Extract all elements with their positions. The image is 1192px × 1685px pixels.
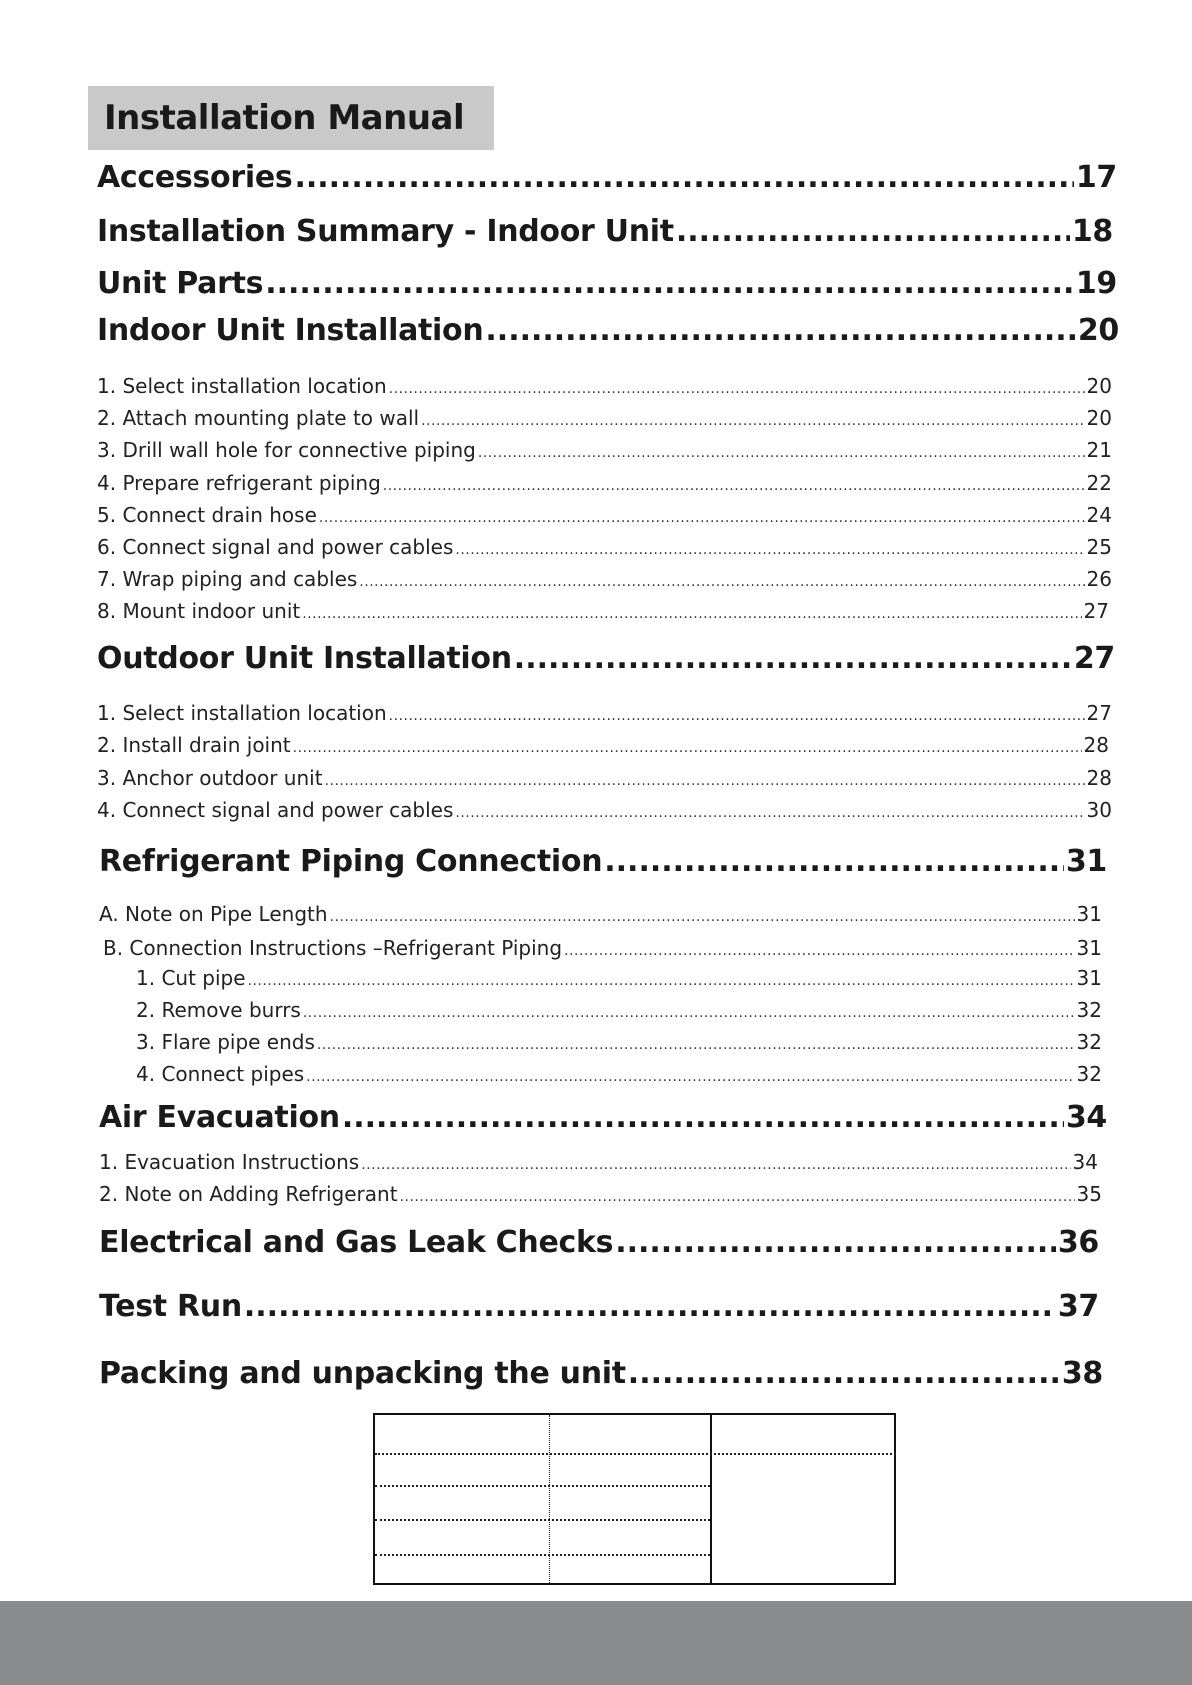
toc-entry-flare-pipe-ends[interactable] [136,1030,1102,1054]
grid-row-line [375,1554,710,1556]
toc-label: Electrical and Gas Leak Checks [99,1225,614,1260]
toc-page: 25 [1086,535,1112,559]
toc-label: Packing and unpacking the unit [99,1356,626,1391]
toc-page: 34 [1065,1100,1107,1135]
toc-label: 1. Select installation location [97,374,387,398]
toc-leader [306,1069,1074,1085]
toc-leader [389,381,1085,397]
toc-leader [628,1356,1060,1391]
toc-entry-indoor-unit-installation[interactable] [97,313,1119,348]
toc-entry-remove-burrs[interactable] [136,998,1102,1022]
toc-page: 21 [1086,438,1112,462]
toc-page: 38 [1061,1356,1103,1391]
toc-entry-adding-refrigerant[interactable] [99,1182,1102,1206]
toc-entry-installation-summary[interactable] [97,214,1113,249]
toc-page: 28 [1083,733,1109,757]
toc-page: 27 [1083,599,1109,623]
toc-label: 4. Prepare refrigerant piping [97,471,381,495]
toc-page: 34 [1072,1150,1098,1174]
toc-entry-connection-instructions[interactable] [103,936,1102,960]
footer-bar [0,1601,1192,1685]
toc-page: 32 [1076,1030,1102,1054]
toc-leader [303,1005,1075,1021]
toc-label: 4. Connect pipes [136,1062,305,1086]
toc-leader [400,1189,1075,1205]
toc-page: 30 [1086,798,1112,822]
section-header [88,86,494,150]
toc-page: 19 [1075,266,1117,301]
toc-entry-indoor-2[interactable] [97,406,1112,430]
grid-divider [549,1415,550,1583]
toc-label: Accessories [97,160,293,195]
toc-entry-air-evacuation[interactable] [99,1100,1107,1135]
toc-label: Air Evacuation [99,1100,340,1135]
toc-leader [359,574,1084,590]
grid-row-line [375,1453,896,1455]
toc-label: Installation Summary - Indoor Unit [97,214,674,249]
toc-page: 20 [1086,406,1112,430]
toc-label: 2. Note on Adding Refrigerant [99,1182,398,1206]
toc-leader [604,844,1064,879]
toc-entry-accessories[interactable] [97,160,1117,195]
toc-leader [478,445,1085,461]
toc-leader [293,740,1082,756]
toc-leader [265,266,1074,301]
toc-entry-pipe-length[interactable] [99,902,1102,926]
toc-label: A. Note on Pipe Length [99,902,328,926]
toc-leader [615,1225,1056,1260]
toc-entry-test-run[interactable] [99,1289,1099,1324]
toc-entry-unit-parts[interactable] [97,266,1117,301]
toc-label: Refrigerant Piping Connection [99,844,603,879]
toc-page: 20 [1086,374,1112,398]
toc-label: 3. Anchor outdoor unit [97,766,323,790]
header-title: Installation Manual [104,98,465,138]
toc-entry-electrical-gas-leak[interactable] [99,1225,1099,1260]
grid-divider [710,1415,712,1583]
toc-entry-indoor-3[interactable] [97,438,1112,462]
toc-label: 1. Select installation location [97,701,387,725]
toc-page: 31 [1076,936,1102,960]
toc-entry-indoor-1[interactable] [97,374,1112,398]
toc-page: 20 [1077,313,1119,348]
toc-leader [317,1037,1075,1053]
toc-entry-connect-pipes[interactable] [136,1062,1102,1086]
toc-page: 31 [1065,844,1107,879]
toc-label: 3. Drill wall hole for connective piping [97,438,476,462]
grid-row-line [375,1519,710,1521]
toc-page: 37 [1057,1289,1099,1324]
toc-page: 36 [1057,1225,1099,1260]
toc-leader [383,478,1085,494]
toc-page: 32 [1076,998,1102,1022]
toc-entry-outdoor-4[interactable] [97,798,1112,822]
toc-leader [330,909,1075,925]
toc-page: 28 [1086,766,1112,790]
toc-leader [361,1157,1070,1173]
toc-page: 18 [1071,214,1113,249]
toc-page: 31 [1076,966,1102,990]
toc-label: Unit Parts [97,266,264,301]
revision-grid [373,1413,896,1585]
toc-leader [389,708,1085,724]
toc-leader [514,641,1072,676]
toc-label: 6. Connect signal and power cables [97,535,454,559]
toc-entry-indoor-6[interactable] [97,535,1112,559]
toc-label: Indoor Unit Installation [97,313,484,348]
toc-label: 8. Mount indoor unit [97,599,301,623]
toc-leader [244,1289,1056,1324]
toc-label: B. Connection Instructions –Refrigerant Piping [103,936,563,960]
toc-leader [676,214,1070,249]
toc-page: 27 [1073,641,1115,676]
toc-leader [455,805,1084,821]
toc-label: 2. Install drain joint [97,733,291,757]
toc-entry-indoor-5[interactable] [97,503,1112,527]
toc-entry-indoor-7[interactable] [97,567,1112,591]
toc-label: 3. Flare pipe ends [136,1030,315,1054]
toc-label: 5. Connect drain hose [97,503,317,527]
toc-page: 22 [1086,471,1112,495]
toc-label: 2. Attach mounting plate to wall [97,406,420,430]
toc-label: 7. Wrap piping and cables [97,567,358,591]
toc-page: 31 [1076,902,1102,926]
toc-leader [319,510,1085,526]
toc-entry-indoor-8[interactable] [97,599,1109,623]
toc-entry-evacuation-instructions[interactable] [99,1150,1098,1174]
toc-label: 1. Evacuation Instructions [99,1150,360,1174]
toc-entry-outdoor-3[interactable] [97,766,1112,790]
toc-leader [485,313,1075,348]
toc-leader [302,606,1081,622]
toc-entry-indoor-4[interactable] [97,471,1112,495]
toc-leader [421,413,1084,429]
toc-entry-outdoor-2[interactable] [97,733,1109,757]
toc-label: 1. Cut pipe [136,966,246,990]
toc-leader [455,542,1084,558]
toc-leader [294,160,1073,195]
toc-entry-packing-unpacking[interactable] [99,1356,1103,1391]
grid-row-line [375,1485,710,1487]
toc-entry-cut-pipe[interactable] [136,966,1102,990]
toc-page: 17 [1075,160,1117,195]
toc-label: Test Run [99,1289,242,1324]
toc-leader [342,1100,1064,1135]
toc-page: 24 [1086,503,1112,527]
toc-leader [325,773,1085,789]
toc-page: 35 [1076,1182,1102,1206]
toc-page: 32 [1076,1062,1102,1086]
toc-page: 27 [1086,701,1112,725]
toc-label: 2. Remove burrs [136,998,301,1022]
toc-page: 26 [1086,567,1112,591]
toc-leader [248,973,1075,989]
toc-entry-outdoor-1[interactable] [97,701,1112,725]
toc-entry-refrigerant-piping-connection[interactable] [99,844,1107,879]
toc-entry-outdoor-unit-installation[interactable] [97,641,1115,676]
toc-label: 4. Connect signal and power cables [97,798,454,822]
toc-leader [564,943,1074,959]
toc-label: Outdoor Unit Installation [97,641,512,676]
